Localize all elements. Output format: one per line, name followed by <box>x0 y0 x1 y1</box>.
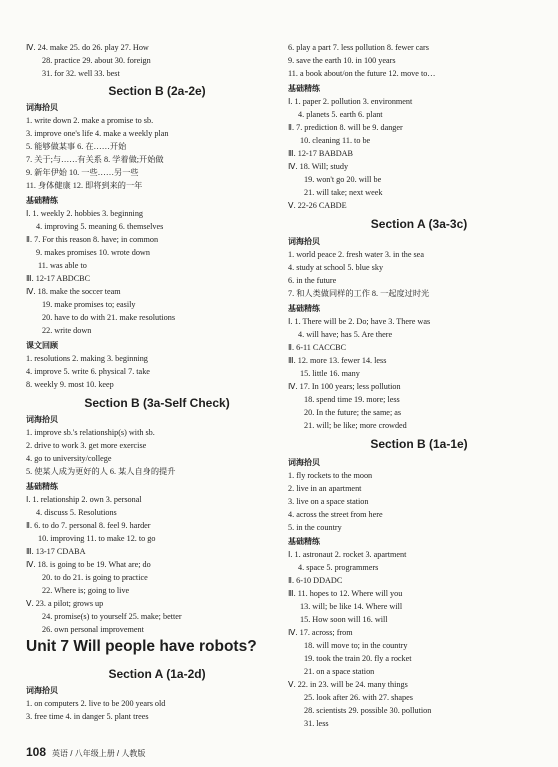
answer-line: 11. was able to <box>38 261 87 270</box>
answer-line: Ⅱ. 6-11 CACCBC <box>288 343 347 352</box>
category-label: 基础精练 <box>288 304 320 313</box>
answer-line: 3. free time 4. in danger 5. plant trees <box>26 712 149 721</box>
answer-line: 18. spend time 19. more; less <box>304 395 400 404</box>
answer-line: 31. less <box>304 719 329 728</box>
answer-line: 11. 身体健康 12. 即将到来的一年 <box>26 181 143 190</box>
answer-line: 10. improving 11. to make 12. to go <box>38 534 156 543</box>
answer-line: 1. fly rockets to the moon <box>288 471 373 480</box>
answer-line: Ⅰ. 1. paper 2. pollution 3. environment <box>288 97 413 106</box>
footer-book-info: 英语 / 八年级上册 / 人教版 <box>52 749 146 758</box>
answer-line: 19. make promises to; easily <box>42 300 136 309</box>
answer-line: 2. drive to work 3. get more exercise <box>26 441 147 450</box>
answer-line: Ⅲ. 12-17 BABDAB <box>288 149 354 158</box>
answer-line: Ⅳ. 18. make the soccer team <box>26 287 121 296</box>
answer-line: 20. In the future; the same; as <box>304 408 402 417</box>
answer-line: 4. discuss 5. Resolutions <box>36 508 117 517</box>
answer-line: 21. will take; next week <box>304 188 383 197</box>
answer-line: 4. improving 5. meaning 6. themselves <box>36 222 164 231</box>
answer-line: 26. own personal improvement <box>42 625 144 634</box>
answer-line: 19. took the train 20. fly a rocket <box>304 654 412 663</box>
answer-line: 15. little 16. many <box>300 369 360 378</box>
section-heading: Section B (1a-1e) <box>370 437 468 451</box>
answer-line: Ⅳ. 24. make 25. do 26. play 27. How <box>26 43 149 52</box>
answer-line: 3. live on a space station <box>288 497 369 506</box>
answer-line: 21. on a space station <box>304 667 375 676</box>
answer-line: Ⅳ. 17. across; from <box>288 628 353 637</box>
answer-line: 20. have to do with 21. make resolutions <box>42 313 176 322</box>
answer-line: 9. save the earth 10. in 100 years <box>288 56 396 65</box>
answer-line: 9. 新年伊始 10. 一些……另一些 <box>26 168 139 177</box>
category-label: 词海拾贝 <box>26 415 58 424</box>
category-label: 基础精练 <box>288 537 320 546</box>
answer-line: 21. will; be like; more crowded <box>304 421 407 430</box>
answer-line: 28. practice 29. about 30. foreign <box>42 56 151 65</box>
answer-line: 24. promise(s) to yourself 25. make; better <box>42 612 182 621</box>
answer-line: Ⅲ. 13-17 CDABA <box>26 547 86 556</box>
answer-line: 13. will; be like 14. Where will <box>300 602 403 611</box>
answer-line: Ⅲ. 11. hopes to 12. Where will you <box>288 589 403 598</box>
answer-line: 3. improve one's life 4. make a weekly plan <box>26 129 169 138</box>
answer-line: 9. makes promises 10. wrote down <box>36 248 150 257</box>
answer-line: 11. a book about/on the future 12. move to… <box>288 69 436 78</box>
section-heading: Section A (3a-3c) <box>370 217 468 231</box>
answer-line: Ⅱ. 7. For this reason 8. have; in common <box>26 235 159 244</box>
answer-line: 4. will have; has 5. Are there <box>298 330 393 339</box>
answer-line: 1. world peace 2. fresh water 3. in the sea <box>288 250 424 259</box>
answer-line: Ⅳ. 17. In 100 years; less pollution <box>288 382 401 391</box>
answer-line: 22. Where is; going to live <box>42 586 130 595</box>
answer-line: 7. 和人类做同样的工作 8. 一起度过时光 <box>288 289 430 298</box>
answer-line: 19. won't go 20. will be <box>304 175 382 184</box>
answer-line: Ⅲ. 12-17 ABDCBC <box>26 274 91 283</box>
answer-line: 4. space 5. programmers <box>298 563 379 572</box>
answer-line: 4. study at school 5. blue sky <box>288 263 384 272</box>
answer-line: 6. play a part 7. less pollution 8. fewer cars <box>288 43 429 52</box>
section-heading: Section A (1a-2d) <box>108 667 206 681</box>
category-label: 词海拾贝 <box>288 237 320 246</box>
answer-line: 20. to do 21. is going to practice <box>42 573 148 582</box>
category-label: 基础精练 <box>26 482 58 491</box>
answer-line: 18. will move to; in the country <box>304 641 408 650</box>
answer-line: 2. live in an apartment <box>288 484 362 493</box>
answer-line: 4. go to university/college <box>26 454 112 463</box>
answer-line: 25. look after 26. with 27. shapes <box>304 693 413 702</box>
answer-line: 31. for 32. well 33. best <box>42 69 120 78</box>
category-label: 基础精练 <box>288 84 320 93</box>
answer-line: Ⅳ. 18. is going to be 19. What are; do <box>26 560 151 569</box>
answer-line: 1. on computers 2. live to be 200 years old <box>26 699 166 708</box>
answer-line: Ⅰ. 1. weekly 2. hobbies 3. beginning <box>26 209 144 218</box>
answer-line: 15. How soon will 16. will <box>300 615 388 624</box>
category-label: 词海拾贝 <box>26 103 58 112</box>
answer-line: Ⅱ. 7. prediction 8. will be 9. danger <box>288 123 403 132</box>
answer-line: 22. write down <box>42 326 92 335</box>
answer-line: Ⅲ. 12. more 13. fewer 14. less <box>288 356 387 365</box>
answer-line: 5. 使某人成为更好的人 6. 某人自身的提升 <box>26 467 176 476</box>
category-label: 课文回顾 <box>26 341 58 350</box>
answer-line: Ⅰ. 1. relationship 2. own 3. personal <box>26 495 142 504</box>
answer-line: Ⅱ. 6-10 DDADC <box>288 576 343 585</box>
answer-line: Ⅴ. 22-26 CABDE <box>288 201 347 210</box>
answer-line: Ⅰ. 1. astronaut 2. rocket 3. apartment <box>288 550 407 559</box>
answer-line: Ⅰ. 1. There will be 2. Do; have 3. There was <box>288 317 431 326</box>
answer-line: Ⅳ. 18. Will; study <box>288 162 349 171</box>
answer-line: 28. scientists 29. possible 30. pollution <box>304 706 432 715</box>
answer-line: 8. weekly 9. most 10. keep <box>26 380 114 389</box>
answer-line: 1. resolutions 2. making 3. beginning <box>26 354 148 363</box>
answer-line: 10. cleaning 11. to be <box>300 136 371 145</box>
answer-line: 7. 关于;与……有关系 8. 学着做;开始做 <box>26 155 164 164</box>
category-label: 词海拾贝 <box>26 686 58 695</box>
answer-line: 5. 能够做某事 6. 在……开始 <box>26 142 127 151</box>
section-heading: Section B (2a-2e) <box>108 84 206 98</box>
page-footer <box>26 743 145 761</box>
answer-line: 4. across the street from here <box>288 510 383 519</box>
answer-line: 4. planets 5. earth 6. plant <box>298 110 383 119</box>
section-heading: Section B (3a-Self Check) <box>84 396 230 410</box>
answer-line: 5. in the country <box>288 523 342 532</box>
category-label: 基础精练 <box>26 196 58 205</box>
answer-line: 1. improve sb.'s relationship(s) with sb. <box>26 428 155 437</box>
answer-line: 4. improve 5. write 6. physical 7. take <box>26 367 150 376</box>
page-number: 108 <box>26 745 47 759</box>
answer-line: 6. in the future <box>288 276 337 285</box>
category-label: 词海拾贝 <box>288 458 320 467</box>
answer-line: 1. write down 2. make a promise to sb. <box>26 116 154 125</box>
answer-line: Ⅱ. 6. to do 7. personal 8. feel 9. harder <box>26 521 151 530</box>
answer-line: Ⅴ. 22. in 23. will be 24. many things <box>288 680 408 689</box>
unit-title: Unit 7 Will people have robots? <box>26 638 257 655</box>
answer-line: Ⅴ. 23. a pilot; grows up <box>26 599 104 608</box>
